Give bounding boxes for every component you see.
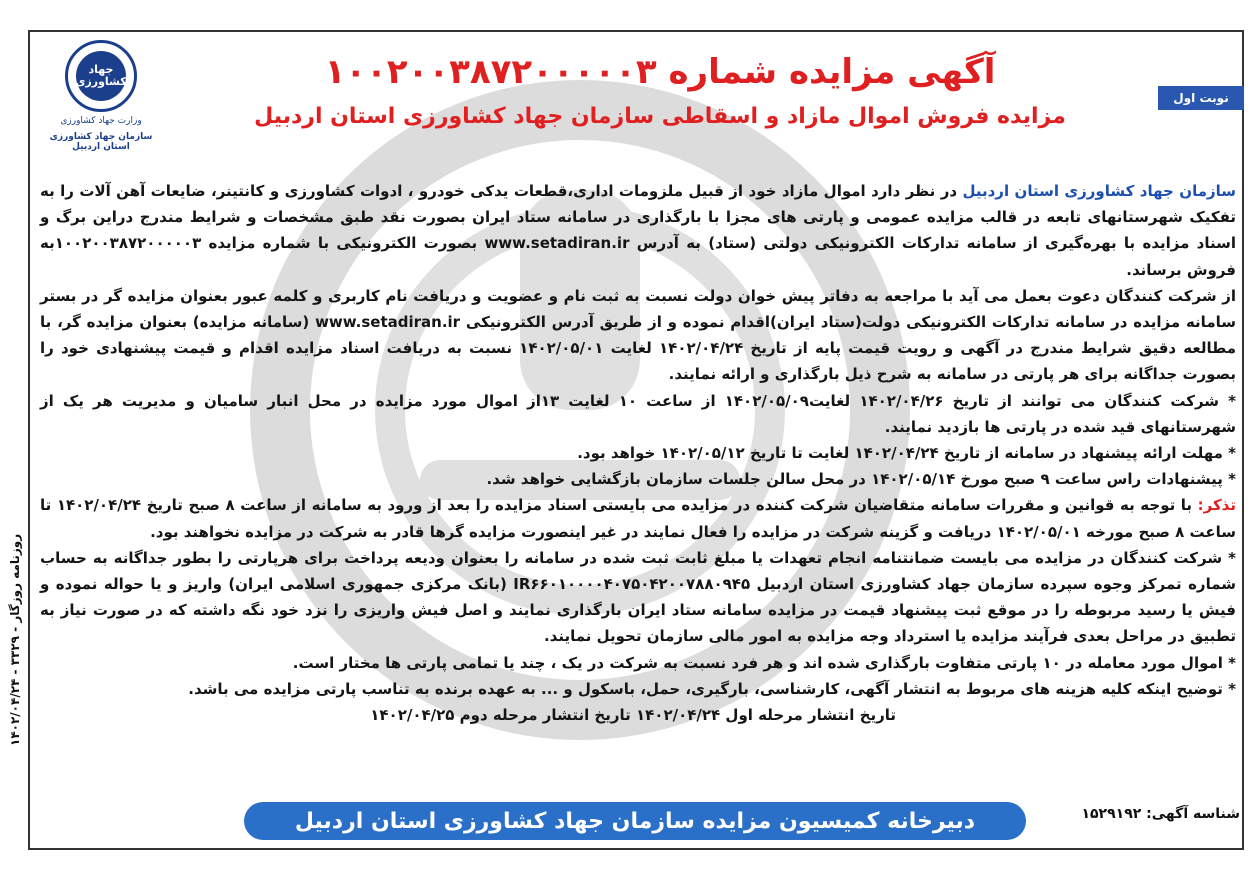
jihad-emblem-icon xyxy=(65,40,137,112)
intro-paragraph xyxy=(40,178,1236,283)
organization-name: سازمان جهاد کشاورزی استان اردبیل xyxy=(49,132,153,152)
reminder-text: با توجه به قوانین و مقررات سامانه متقاضیان شرکت کننده در مزایده می بایستی اسناد مزایده را بعد از ورود به سامانه از ساعت ۸ صبح تاریخ ۱۴۰۲/۰۴/۲۴ تا ساعت ۸ صبح مورخه ۱۴۰۲/۰۵/۰۱ دریافت و گزینه شرکت در مزایده را فعال نمایند در غیر اینصورت مزایده گرها قادر به شرکت در مزایده نخواهند بود. xyxy=(40,496,1236,541)
opening-paragraph: * پیشنهادات راس ساعت ۹ صبح مورخ ۱۴۰۲/۰۵/۱۴ در محل سالن جلسات سازمان بازگشایی خواهد شد. xyxy=(486,470,1236,489)
reminder-label: تذکر: xyxy=(1197,496,1236,515)
page-subtitle: مزایده فروش اموال مازاد و اسقاطی سازمان جهاد کشاورزی استان اردبیل xyxy=(254,104,1066,129)
organization-logo xyxy=(36,40,166,160)
costs-paragraph: * توضیح اینکه کلیه هزینه های مربوط به انتشار آگهی، کارشناسی، بارگیری، حمل، باسکول و ... به عهده برنده به تناسب پارتی مزایده می باشد. xyxy=(188,679,1236,698)
intro-text: در نظر دارد اموال مازاد خود از قبیل ملزومات اداری،قطعات یدکی خودرو ، ادوات کشاورزی و کانتینر، ضایعات آهن آلات را به تفکیک شهرستانهای تابعه در قالب مزایده عمومی و پارتی های مجزا با بارگذاری در سامانه ستاد ایران بصورت نقد طبق مشخصات و شرایط مندرج دراین برگ و اسناد مزایده با بهره‌گیری از سامانه تدارکات الکترونیکی دولتی (ستاد) به آدرس www.setadiran.ir بصورت الکترونیکی با شماره مزایده ۱۰۰۲۰۰۳۸۷۲۰۰۰۰۰۳به فروش برساند. xyxy=(40,182,1236,279)
intro-organization: سازمان جهاد کشاورزی استان اردبیل xyxy=(962,182,1237,200)
publication-dates: تاریخ انتشار مرحله اول ۱۴۰۲/۰۴/۲۴ تاریخ انتشار مرحله دوم ۱۴۰۲/۰۴/۲۵ xyxy=(370,706,896,725)
secretariat-footer: دبیرخانه کمیسیون مزایده سازمان جهاد کشاورزی استان اردبیل xyxy=(244,802,1026,840)
registration-paragraph: از شرکت کنندگان دعوت بعمل می آید با مراجعه به دفاتر پیش خوان دولت نسبت به ثبت نام و عضویت و دریافت نام کاربری و کلمه عبور بعنوان مزایده گر در بستر سامانه مزایده در سامانه تدارکات الکترونیکی دولت(ستاد ایران)اقدام نموده و از طریق آدرس الکترونیکی www.setadiran.ir (سامانه مزایده) بعنوان مزایده گر، با مطالعه دقیق شرایط مندرج در آگهی و رویت قیمت پایه از تاریخ ۱۴۰۲/۰۴/۲۴ لغایت ۱۴۰۲/۰۵/۰۱ نسبت به دریافت اسناد مزایده اقدام و قیمت پیشنهادی خود را بصورت جداگانه برای هر پارتی در سامانه به شرح ذیل بارگذاری و ارائه نمایند. xyxy=(40,286,1237,384)
parties-paragraph: * اموال مورد معامله در ۱۰ پارتی متفاوت بارگذاری شده اند و هر فرد نسبت به شرکت در یک ، چند یا تمامی پارتی ها مختار است. xyxy=(292,653,1236,672)
visit-paragraph: * شرکت کنندگان می توانند از تاریخ ۱۴۰۲/۰۴/۲۶ لغایت۱۴۰۲/۰۵/۰۹ از ساعت ۱۰ لغایت ۱۳از اموال مورد مزایده در محل انبار سامیان و مدیریت هر یک از شهرستانهای قید شده در پارتی ها بازدید نمایند. xyxy=(40,391,1237,436)
ministry-name: وزارت جهاد کشاورزی xyxy=(60,116,142,126)
emblem-text: جهاد کشاورزی xyxy=(76,51,126,101)
ad-identifier: شناسه آگهی: ۱۵۲۹۱۹۲ xyxy=(1081,806,1240,822)
deposit-paragraph: * شرکت کنندگان در مزایده می بایست ضمانتنامه انجام تعهدات یا مبلغ ثابت ثبت شده در سامانه را بعنوان ودیعه پرداخت برای هرپارتی را بطور جداگانه به حساب شماره تمرکز وجوه سپرده سازمان جهاد کشاورزی استان اردبیل IR۶۶۰۱۰۰۰۰۴۰۷۵۰۴۲۰۰۷۸۸۰۹۴۵ (بانک مرکزی جمهوری اسلامی ایران) واریز و یا حواله نموده و فیش یا رسید مربوطه را در موقع ثبت پیشنهاد قیمت در مزایده سامانه ستاد ایران بارگذاری نمایند و اصل فیش واریزی را نزد خود نگه داشته که در صورت نیاز به تطبیق در مراحل بعدی فرآیند مزایده یا استرداد وجه مزایده به امور مالی سازمان تحویل نمایند. xyxy=(40,548,1237,646)
notice-round-badge: نوبت اول xyxy=(1158,86,1244,110)
deadline-paragraph: * مهلت ارائه پیشنهاد در سامانه از تاریخ ۱۴۰۲/۰۴/۲۴ لغایت تا تاریخ ۱۴۰۲/۰۵/۱۲ خواهد بود. xyxy=(577,444,1236,463)
notice-body xyxy=(40,178,1236,728)
reminder-paragraph xyxy=(40,492,1236,544)
newspaper-side-label: روزنامه روزگار - ۳۳۲۹ - ۱۴۰۲/۰۴/۲۴ xyxy=(8,533,22,747)
page-title: آگهی مزایده شماره ۱۰۰۲۰۰۳۸۷۲۰۰۰۰۰۳ xyxy=(324,52,996,92)
